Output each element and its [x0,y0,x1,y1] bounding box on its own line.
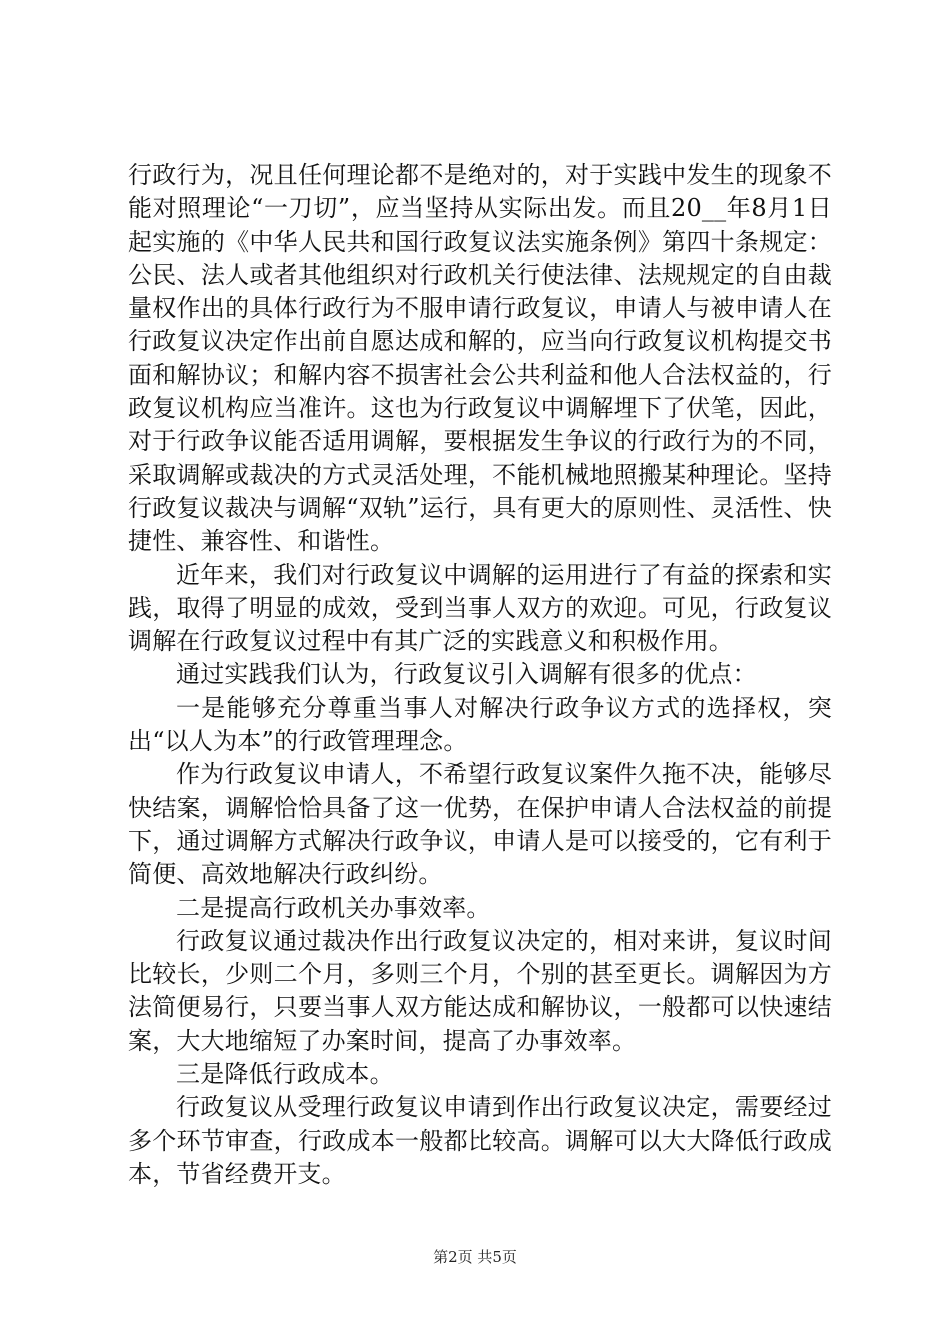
paragraph-8: 三是降低行政成本。 [176,1060,394,1089]
paragraph-9: 行政复议从受理行政复议申请到作出行政复议决定，需要经过多个环节审查，行政成本一般都比较高。调解可以大大降低行政成本，节省经费开支。 [128,1093,832,1188]
paragraph-3: 通过实践我们认为，行政复议引入调解有很多的优点： [176,660,757,689]
paragraph-6: 二是提高行政机关办事效率。 [176,893,491,922]
document-body [128,159,832,1191]
paragraph-7: 行政复议通过裁决作出行政复议决定的，相对来讲，复议时间比较长，少则二个月，多则三个月，个别的甚至更长。调解因为方法简便易行，只要当事人双方能达成和解协议，一般都可以快速结案，大大地缩短了办案时间，提高了办事效率。 [128,926,832,1055]
paragraph-5: 作为行政复议申请人，不希望行政复议案件久拖不决，能够尽快结案，调解恰恰具备了这一优势，在保护申请人合法权益的前提下，通过调解方式解决行政争议，申请人是可以接受的，它有利于简便、高效地解决行政纠纷。 [128,760,832,889]
paragraph-2: 近年来，我们对行政复议中调解的运用进行了有益的探索和实践，取得了明显的成效，受到当事人双方的欢迎。可见，行政复议调解在行政复议过程中有其广泛的实践意义和积极作用。 [128,560,832,656]
paragraph-1: 行政行为，况且任何理论都不是绝对的，对于实践中发生的现象不能对照理论“一刀切”，应当坚持从实际出发。而且20__年8月1日起实施的《中华人民共和国行政复议法实施条例》第四十条规定：公民、法人或者其他组织对行政机关行使法律、法规规定的自由裁量权作出的具体行政行为不服申请行政复议，申请人与被申请人在行政复议决定作出前自愿达成和解的，应当向行政复议机构提交书面和解协议；和解内容不损害社会公共利益和他人合法权益的，行政复议机构应当准许。这也为行政复议中调解埋下了伏笔，因此，对于行政争议能否适用调解，要根据发生争议的行政行为的不同，采取调解或裁决的方式灵活处理，不能机械地照搬某种理论。坚持行政复议裁决与调解“双轨”运行，具有更大的原则性、灵活性、快捷性、兼容性、和谐性。 [128,161,832,556]
paragraph-4: 一是能够充分尊重当事人对解决行政争议方式的选择权，突出“以人为本”的行政管理理念。 [128,693,832,756]
page-footer: 第2页 共5页 [433,1248,517,1266]
